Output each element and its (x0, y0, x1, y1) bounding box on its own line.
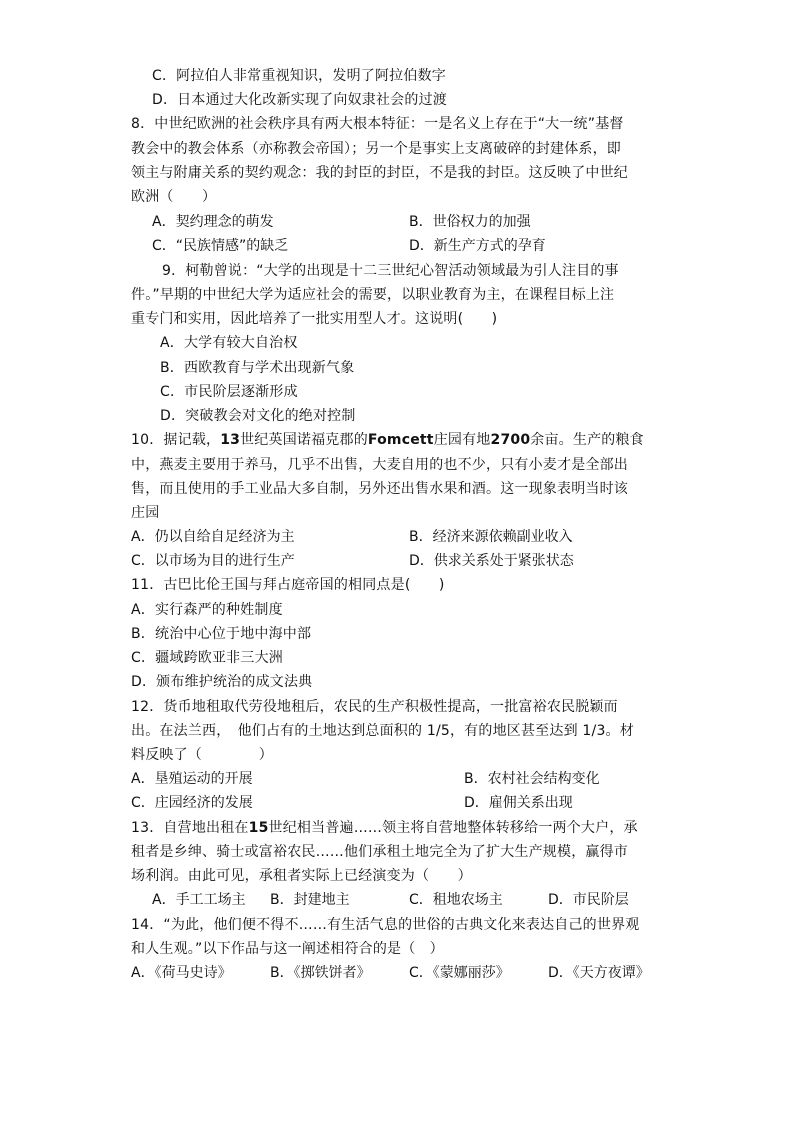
q12-option-c: C．庄园经济的发展 (131, 795, 253, 811)
q9-stem-line3: 重专门和实用，因此培养了一批实用型人才。这说明( ) (131, 311, 498, 327)
q8-stem-line4: 欧洲（ ） (131, 189, 217, 205)
q13-stem-post: 世纪相当普遍……领主将自营地整体转移给一两个大户，承 (268, 820, 638, 836)
q12-stem-line3: 料反映了（ ） (131, 747, 273, 763)
q9-stem-line1: 9．柯勒曾说：“大学的出现是十二三世纪心智活动领域最为引人注目的事 (162, 263, 619, 279)
q10-stem-end: 余亩。生产的粮食 (530, 432, 644, 448)
q14-option-c: C．《蒙娜丽莎》 (409, 965, 510, 981)
q10-century: 13 (220, 432, 241, 448)
q10-stem-line1 (131, 429, 644, 451)
q10-number: 10．据记载， (131, 432, 221, 448)
q10-stem-line2: 中，燕麦主要用于养马，几乎不出售，大麦自用的也不少，只有小麦才是全部出 (131, 457, 628, 473)
q14-option-a: A．《荷马史诗》 (131, 965, 232, 981)
q7-option-d: D．日本通过大化改新实现了向奴隶社会的过渡 (152, 92, 447, 108)
q13-century: 15 (248, 820, 269, 836)
q13-stem-line2: 租者是乡绅、骑士或富裕农民……他们承租土地完全为了扩大生产规模，赢得市 (131, 844, 628, 860)
q11-option-a: A．实行森严的种姓制度 (131, 602, 283, 618)
q12-option-a: A．垦殖运动的开展 (131, 771, 253, 787)
q12-option-b: B．农村社会结构变化 (464, 771, 600, 787)
q12-stem-line2: 出。在法兰西， 他们占有的土地达到总面积的 1/5，有的地区甚至达到 1/3。材 (131, 723, 634, 739)
q10-option-c: C．以市场为目的进行生产 (131, 553, 295, 569)
q11-option-b: B．统治中心位于地中海中部 (131, 626, 312, 642)
q11-option-c: C．疆域跨欧亚非三大洲 (131, 650, 283, 666)
q9-option-b: B．西欧教育与学术出现新气象 (160, 360, 355, 376)
q13-stem-pre: 13．自营地出租在 (131, 820, 249, 836)
q10-stem-mid: 世纪英国诺福克郡的 (240, 432, 368, 448)
q10-stem-line4: 庄园 (131, 505, 160, 521)
q10-option-d: D．供求关系处于紧张状态 (409, 553, 574, 569)
q10-stem-mid2: 庄园有地 (433, 432, 491, 448)
q11-option-d: D．颁布维护统治的成文法典 (131, 674, 313, 690)
q13-stem-line3: 场利润。由此可见，承租者实际上已经演变为（ ） (131, 868, 472, 884)
q13-stem-line1 (131, 817, 638, 839)
q8-option-c: C．“民族情感”的缺乏 (152, 238, 289, 254)
q13-option-c: C．租地农场主 (409, 892, 503, 908)
q11-stem-line1: 11．古巴比伦王国与拜占庭帝国的相同点是( ) (131, 577, 445, 593)
q10-stem-line3: 售，而且使用的手工业品大多自制，另外还出售水果和酒。这一现象表明当时该 (131, 481, 628, 497)
q8-stem-line2: 教会中的教会体系（亦称教会帝国）；另一个是事实上支离破碎的封建体系，即 (131, 141, 621, 157)
q12-stem-line1: 12．货币地租取代劳役地租后，农民的生产积极性提高，一批富裕农民脱颖而 (131, 699, 618, 715)
q10-area: 2700 (490, 432, 531, 448)
q14-stem-line2: 和人生观。”以下作品与这一阐述相符合的是（ ） (131, 941, 444, 957)
q13-option-b: B．封建地主 (270, 892, 350, 908)
q8-option-a: A．契约理念的萌发 (152, 214, 274, 230)
q9-stem-line2: 件。”早期的中世纪大学为适应社会的需要，以职业教育为主，在课程目标上注 (131, 287, 615, 303)
q12-option-d: D．雇佣关系出现 (464, 795, 573, 811)
q8-stem-line3: 领主与附庸关系的契约观念：我的封臣的封臣，不是我的封臣。这反映了中世纪 (131, 165, 628, 181)
q8-option-b: B．世俗权力的加强 (409, 214, 531, 230)
q9-option-a: A．大学有较大自治权 (160, 335, 298, 351)
q13-option-a: A．手工工场主 (152, 892, 246, 908)
q8-option-d: D．新生产方式的孕育 (409, 238, 546, 254)
q14-option-b: B．《掷铁饼者》 (270, 965, 371, 981)
q9-option-d: D．突破教会对文化的绝对控制 (160, 408, 356, 424)
q10-option-b: B．经济来源依赖副业收入 (409, 529, 573, 545)
q14-option-d: D．《天方夜谭》 (548, 965, 650, 981)
q7-option-c: C．阿拉伯人非常重视知识，发明了阿拉伯数字 (152, 68, 446, 84)
q10-option-a: A．仍以自给自足经济为主 (131, 529, 295, 545)
q10-manor-name: Fomcett (367, 432, 434, 448)
q14-stem-line1: 14．“为此，他们便不得不……有生活气息的世俗的古典文化来表达自己的世界观 (131, 917, 640, 933)
q13-option-d: D．市民阶层 (548, 892, 629, 908)
q9-option-c: C．市民阶层逐渐形成 (160, 384, 298, 400)
q8-stem-line1: 8．中世纪欧洲的社会秩序具有两大根本特征：一是名义上存在于“大一统”基督 (131, 116, 624, 132)
